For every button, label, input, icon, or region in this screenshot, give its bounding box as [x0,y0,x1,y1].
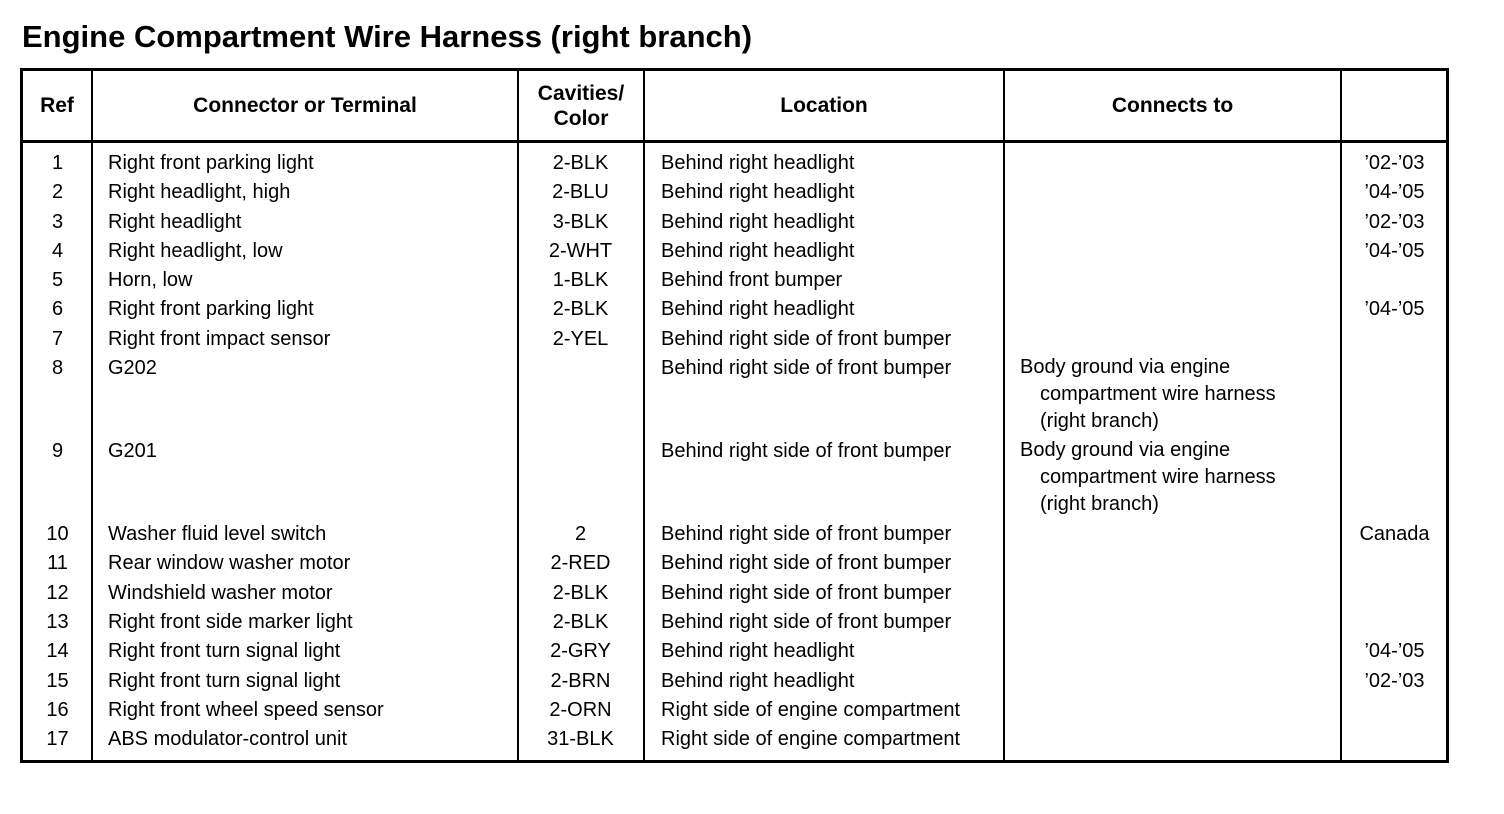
table-row [23,266,1446,295]
header-notes [1342,71,1446,140]
location-cell: Behind right side of front bumper [661,581,952,604]
ref-cell: 9 [51,440,64,463]
ref-cell: 13 [46,610,69,633]
ref-cell: 16 [46,698,69,721]
ref-cell: 15 [46,669,69,692]
connector-cell: Right front wheel speed sensor [108,698,384,721]
table-row [23,520,1446,549]
connector-cell: Right headlight, low [108,239,283,262]
table-row [23,354,1446,437]
table-body [23,149,1446,754]
notes-cell: ’02-’03 [1364,669,1425,692]
ref-cell: 2 [51,181,64,204]
location-cell: Behind right side of front bumper [661,327,952,350]
connector-cell: Right front impact sensor [108,327,331,350]
table-row [23,579,1446,608]
header-connects-to: Connects to [1111,94,1234,117]
harness-table [20,68,1449,763]
cavities-color-cell: 2-WHT [548,239,613,262]
table-row [23,178,1446,207]
notes-cell: ’04-’05 [1364,181,1425,204]
cavities-color-cell: 2-YEL [552,327,609,350]
table-row [23,725,1446,754]
connects-to-line: (right branch) [1040,410,1159,433]
ref-cell: 1 [51,152,64,174]
ref-cell: 7 [51,327,64,350]
location-cell: Behind right headlight [661,640,855,663]
connects-to-line: compartment wire harness [1040,466,1276,489]
header-ref: Ref [40,94,74,117]
connects-to-line: Body ground via engine [1020,439,1231,462]
cavities-color-cell: 2-GRY [550,640,611,663]
connects-to-cell [1020,437,1340,518]
cavities-color-cell: 2-BLK [552,581,609,604]
table-row [23,325,1446,354]
ref-cell: 14 [46,640,69,663]
notes-cell: ’02-’03 [1364,152,1425,174]
location-cell: Right side of engine compartment [661,728,961,751]
cavities-color-cell: 2-BLK [552,298,609,321]
cavities-color-cell: 2-ORN [549,698,612,721]
cavities-color-cell: 3-BLK [552,210,609,233]
location-cell: Behind right side of front bumper [661,552,952,575]
location-cell: Behind right headlight [661,669,855,692]
cavities-color-cell: 1-BLK [552,269,609,292]
connects-to-line: Body ground via engine [1020,356,1231,379]
ref-cell: 8 [51,357,64,380]
connector-cell: Right front turn signal light [108,669,341,692]
location-cell: Behind right headlight [661,152,855,174]
table-row [23,608,1446,637]
connector-cell: G201 [108,440,157,463]
header-cavities-color: Cavities/ Color [537,81,625,130]
table-row [23,149,1446,178]
connector-cell: Right front parking light [108,152,314,174]
ref-cell: 12 [46,581,69,604]
connector-cell: Washer fluid level switch [108,523,327,546]
cavities-color-cell: 2-BLK [552,152,609,174]
notes-cell: Canada [1359,523,1430,546]
cavities-color-cell: 2 [574,523,587,546]
header-connector: Connector or Terminal [193,94,417,117]
connector-cell: Right front side marker light [108,610,353,633]
header-location: Location [780,94,868,117]
table-row [23,208,1446,237]
table-row [23,549,1446,578]
location-cell: Behind right side of front bumper [661,610,952,633]
location-cell: Right side of engine compartment [661,698,961,721]
ref-cell: 10 [46,523,69,546]
location-cell: Behind right side of front bumper [661,357,952,380]
location-cell: Behind right headlight [661,210,855,233]
ref-cell: 17 [46,728,69,751]
connects-to-line: (right branch) [1040,493,1159,516]
connector-cell: Right front parking light [108,298,314,321]
location-cell: Behind right headlight [661,298,855,321]
notes-cell: ’04-’05 [1364,239,1425,262]
page-title: Engine Compartment Wire Harness (right branch) [22,19,753,54]
connector-cell: ABS modulator-control unit [108,728,348,751]
ref-cell: 3 [51,210,64,233]
connector-cell: Windshield washer motor [108,581,333,604]
location-cell: Behind right side of front bumper [661,440,952,463]
cavities-color-cell: 2-BRN [550,669,611,692]
ref-cell: 6 [51,298,64,321]
table-row [23,437,1446,520]
cavities-color-cell: 2-BLU [552,181,609,204]
connector-cell: Right headlight [108,210,242,233]
table-row [23,696,1446,725]
location-cell: Behind right headlight [661,239,855,262]
location-cell: Behind right headlight [661,181,855,204]
cavities-color-cell: 2-BLK [552,610,609,633]
ref-cell: 4 [51,239,64,262]
header-divider [23,140,1446,143]
cavities-color-cell: 2-RED [550,552,611,575]
ref-cell: 5 [51,269,64,292]
connector-cell: Rear window washer motor [108,552,351,575]
location-cell: Behind front bumper [661,269,843,292]
connector-cell: Right headlight, high [108,181,291,204]
cavities-color-cell: 31-BLK [547,728,614,751]
connects-to-cell [1020,354,1340,435]
connector-cell: G202 [108,357,157,380]
ref-cell: 11 [47,552,68,575]
table-row [23,295,1446,324]
table-row [23,667,1446,696]
connects-to-line: compartment wire harness [1040,383,1276,406]
connector-cell: Right front turn signal light [108,640,341,663]
table-row [23,237,1446,266]
location-cell: Behind right side of front bumper [661,523,952,546]
notes-cell: ’02-’03 [1364,210,1425,233]
connector-cell: Horn, low [108,269,193,292]
table-row [23,637,1446,666]
notes-cell: ’04-’05 [1364,640,1425,663]
notes-cell: ’04-’05 [1364,298,1425,321]
